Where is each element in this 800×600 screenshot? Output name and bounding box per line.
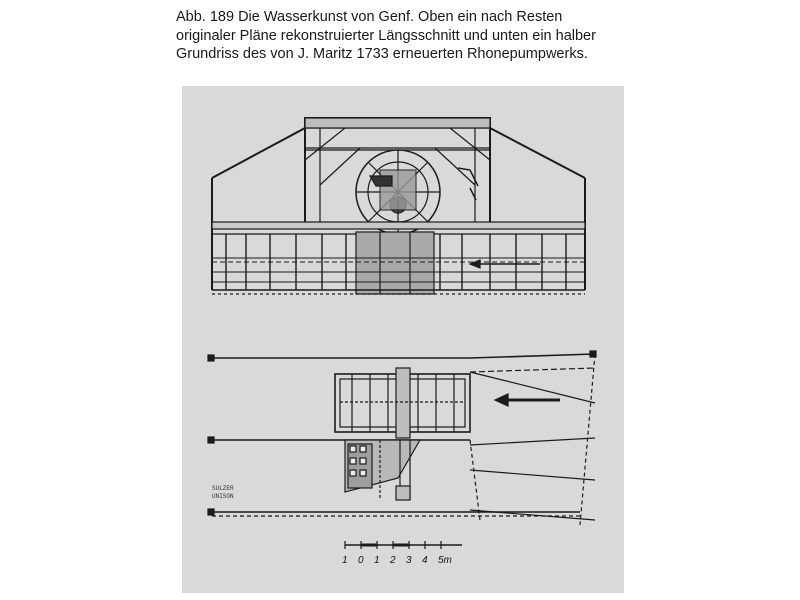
scale-labels — [342, 555, 452, 566]
scale-tick-label: 1 — [342, 555, 348, 566]
longitudinal-section — [212, 118, 585, 294]
scale-tick-label: 4 — [422, 555, 428, 566]
caption-line-1: Abb. 189 Die Wasserkunst von Genf. Oben ein nach Resten — [176, 9, 563, 25]
scale-tick-label: 3 — [406, 555, 412, 566]
scale-tick-label: 5m — [438, 555, 452, 566]
caption-line-2: originaler Pläne rekonstruierter Längsschnitt und unten ein halber — [176, 27, 596, 44]
scale-tick-label: 0 — [358, 555, 364, 566]
scale-bar — [345, 541, 462, 549]
stamp-line-1: SULZER — [212, 485, 234, 492]
caption-line-3: Grundriss des von J. Maritz 1733 erneuerten Rhonepumpwerks. — [176, 46, 588, 62]
half-floor-plan — [208, 351, 596, 525]
sulzer-stamp — [212, 485, 234, 500]
scale-tick-label: 2 — [390, 555, 396, 566]
stamp-line-2: UNISON — [212, 493, 234, 500]
scale-tick-label: 1 — [374, 555, 380, 566]
